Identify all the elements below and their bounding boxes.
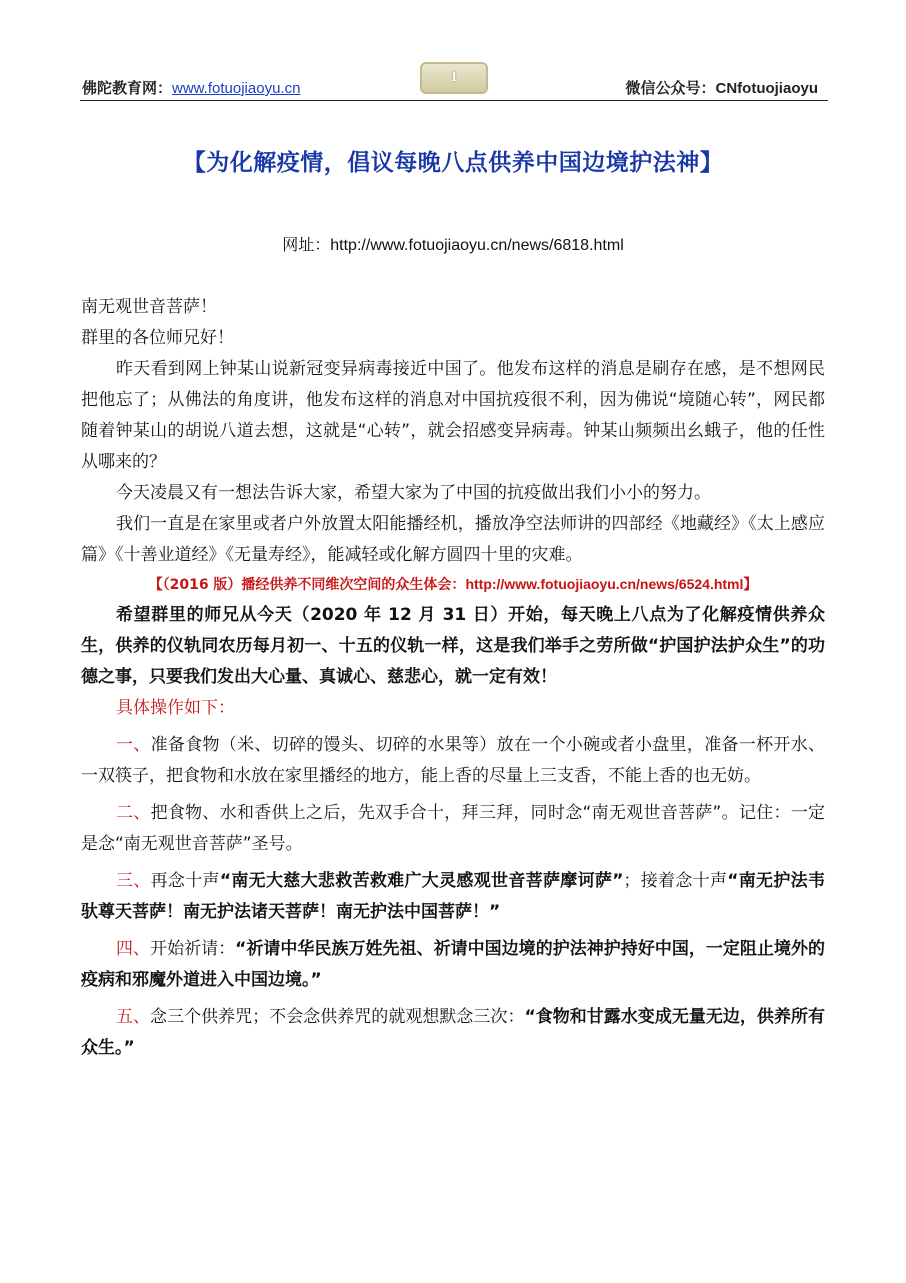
- step-3: [81, 866, 825, 928]
- article-url[interactable]: http://www.fotuojiaoyu.cn/news/6818.html: [330, 237, 624, 254]
- reference-url[interactable]: http://www.fotuojiaoyu.cn/news/6524.html: [465, 576, 744, 592]
- site-url-link[interactable]: www.fotuojiaoyu.cn: [172, 80, 301, 97]
- step-3-number: 三、: [116, 871, 151, 891]
- url-label: 网址：: [282, 235, 331, 254]
- reference-link-line: [81, 572, 825, 597]
- site-info: [82, 77, 300, 98]
- step-4-number: 四、: [116, 939, 151, 959]
- page-header: [80, 62, 828, 101]
- wechat-label: 微信公众号：: [625, 79, 716, 97]
- step-3-text-b: “南无大慈大悲救苦救难广大灵感观世音菩萨摩诃萨”: [219, 871, 624, 891]
- paragraph-4: 希望群里的师兄从今天（2020 年 12 月 31 日）开始，每天晚上八点为了化解疫情供养众生，供养的仪轨同农历每月初一、十五的仪轨一样，这是我们举手之劳所做“护国护法护众生”的功德之事，只要我们发出大心量、真诚心、慈悲心，就一定有效！: [81, 605, 825, 687]
- step-1-number: 一、: [116, 735, 151, 755]
- step-1-text: 准备食物（米、切碎的馒头、切碎的水果等）放在一个小碗或者小盘里，准备一杯开水、一双筷子，把食物和水放在家里播经的地方，能上香的尽量上三支香，不能上香的也无妨。: [81, 735, 826, 786]
- step-4-text-b: “祈请中华民族万姓先祖、祈请中国边境的护法神护持好中国，一定阻止境外的疫病和邪魔外道进入中国边境。”: [81, 939, 826, 990]
- step-4: [81, 934, 825, 996]
- step-2-number: 二、: [116, 803, 151, 823]
- wechat-info: [625, 77, 818, 98]
- step-3-text-a: 再念十声: [150, 871, 220, 891]
- step-2: [81, 798, 825, 860]
- operations-heading: 具体操作如下：: [116, 698, 235, 718]
- step-3-text-d: “南无护法韦驮尊天菩萨！南无护法诸天菩萨！南无护法中国菩萨！”: [81, 871, 825, 922]
- site-label: 佛陀教育网：: [82, 79, 173, 97]
- wechat-id: CNfotuojiaoyu: [715, 80, 818, 97]
- greeting-line-2: 群里的各位师兄好！: [81, 328, 234, 348]
- paragraph-1: 昨天看到网上钟某山说新冠变异病毒接近中国了。他发布这样的消息是刷存在感，是不想网民把他忘了；从佛法的角度讲，他发布这样的消息对中国抗疫很不利，因为佛说“境随心转”，网民都随着钟某山的胡说八道去想，这就是“心转”，就会招感变异病毒。钟某山频频出幺蛾子，他的任性从哪来的？: [81, 359, 825, 472]
- greeting-line-1: 南无观世音菩萨！: [81, 297, 217, 317]
- step-5-number: 五、: [116, 1007, 151, 1027]
- step-1: [81, 730, 825, 792]
- step-4-text-a: 开始祈请：: [150, 939, 236, 959]
- step-3-text-c: ；接着念十声: [623, 871, 728, 891]
- paragraph-2: 今天凌晨又有一想法告诉大家，希望大家为了中国的抗疫做出我们小小的努力。: [116, 483, 711, 503]
- step-5-text-a: 念三个供养咒；不会念供养咒的就观想默念三次：: [150, 1007, 525, 1027]
- paragraph-3: 我们一直是在家里或者户外放置太阳能播经机，播放净空法师讲的四部经《地藏经》《太上感应篇》《十善业道经》《无量寿经》，能减轻或化解方圆四十里的灾难。: [81, 514, 825, 565]
- reference-suffix: 】: [743, 577, 758, 593]
- step-5-text-b: “食物和甘露水变成无量无边，供养所有众生。”: [81, 1007, 825, 1058]
- document-title: 【为化解疫情，倡议每晚八点供养中国边境护法神】: [182, 150, 724, 176]
- document-body: [81, 292, 825, 1064]
- step-5: [81, 1002, 825, 1064]
- step-2-text: 把食物、水和香供上之后，先双手合十，拜三拜，同时念“南无观世音菩萨”。记住：一定是念“南无观世音菩萨”圣号。: [81, 803, 825, 854]
- article-url-line: [0, 232, 906, 255]
- page-number-badge: 1: [420, 62, 488, 94]
- reference-prefix: 【（2016 版）播经供养不同维次空间的众生体会：: [148, 577, 466, 593]
